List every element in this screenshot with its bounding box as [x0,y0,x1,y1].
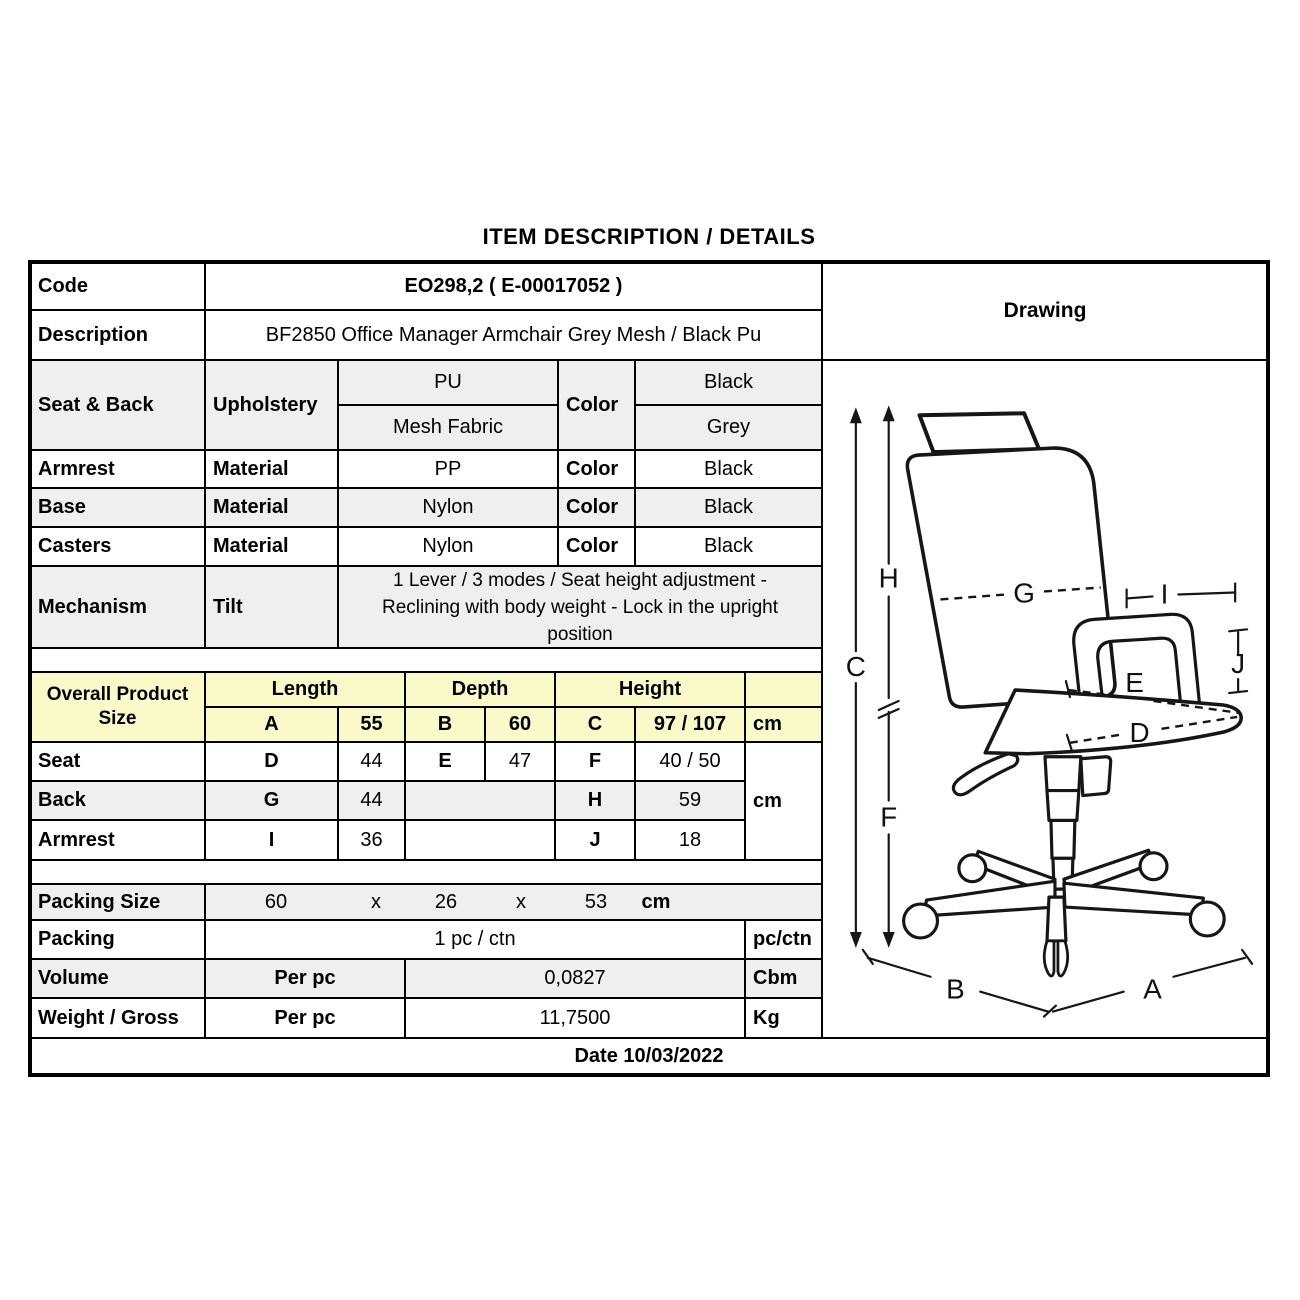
dim-j-value: 18 [635,820,745,860]
seat-back-label: Seat & Back [30,360,205,450]
dim-f-key: F [555,742,635,781]
overall-unit: cm [745,707,822,742]
packing-unit: pc/ctn [745,920,822,959]
dim-b-key: B [405,707,485,742]
packing-size-v3: 53 [584,890,608,913]
dim-label-j: J [1231,648,1246,680]
base-label: Base [30,488,205,527]
dim-a-value: 55 [338,707,405,742]
height-header: Height [555,672,745,707]
packing-size-value [205,884,822,920]
base-material: Nylon [338,488,558,527]
depth-header: Depth [405,672,555,707]
description-label: Description [30,310,205,360]
dim-c-value: 97 / 107 [635,707,745,742]
dim-label-h: H [878,562,899,594]
dim-label-a: A [1143,973,1162,1005]
base-attribute: Material [205,488,338,527]
volume-unit: Cbm [745,959,822,998]
volume-label: Volume [30,959,205,998]
dim-label-d: D [1129,716,1150,748]
description-value: BF2850 Office Manager Armchair Grey Mesh / Black Pu [205,310,822,360]
seat-dim-label: Seat [30,742,205,781]
dim-line-i [1127,584,1236,608]
page-title: ITEM DESCRIPTION / DETAILS [482,224,816,249]
dim-d-value: 44 [338,742,405,781]
casters-color: Black [635,527,822,566]
seat-back-attribute: Upholstery [205,360,338,450]
back-dim-label: Back [30,781,205,820]
seat-back-color-bottom: Grey [635,405,822,450]
dim-label-b: B [946,973,965,1005]
back-dim-blank [405,781,555,820]
dim-label-g: G [1013,577,1035,609]
armrest-color: Black [635,450,822,488]
weight-unit: Kg [745,998,822,1038]
dim-i-key: I [205,820,338,860]
length-header: Length [205,672,405,707]
armrest-label: Armrest [30,450,205,488]
spec-table [30,262,1268,1075]
drawing-panel [822,360,1268,1038]
armrest-dim-blank [405,820,555,860]
weight-value: 11,7500 [405,998,745,1038]
mechanism-label: Mechanism [30,566,205,648]
drawing-header: Drawing [822,262,1268,360]
weight-basis: Per pc [205,998,405,1038]
spacer-row [30,648,822,672]
dim-d-key: D [205,742,338,781]
dim-e-key: E [405,742,485,781]
dim-label-i: I [1160,578,1169,610]
code-value: EO298,2 ( E-00017052 ) [205,262,822,310]
dim-label-c: C [845,651,866,683]
mechanism-value: 1 Lever / 3 modes / Seat height adjustment - Reclining with body weight - Lock in the upright position [338,566,822,648]
chair-tilt-lever [953,754,1017,795]
seat-back-material-top: PU [338,360,558,405]
dim-g-key: G [205,781,338,820]
dim-i-value: 36 [338,820,405,860]
casters-attribute: Material [205,527,338,566]
packing-size-label: Packing Size [30,884,205,920]
armrest-dim-label: Armrest [30,820,205,860]
mechanism-attribute: Tilt [205,566,338,648]
casters-label: Casters [30,527,205,566]
casters-color-label: Color [558,527,635,566]
spacer-row [30,860,822,884]
unit-header-blank [745,672,822,707]
date-row: Date 10/03/2022 [30,1038,1268,1075]
armrest-material: PP [338,450,558,488]
dim-c-key: C [555,707,635,742]
casters-material: Nylon [338,527,558,566]
packing-label: Packing [30,920,205,959]
dim-j-key: J [555,820,635,860]
seat-back-color-top: Black [635,360,822,405]
dim-g-value: 44 [338,781,405,820]
dim-f-value: 40 / 50 [635,742,745,781]
packing-size-v2: 26 [434,890,458,913]
packing-size-sep1: x [371,890,381,913]
volume-basis: Per pc [205,959,405,998]
overall-size-label: Overall Product Size [30,672,205,742]
packing-size-unit: cm [641,890,671,913]
code-label: Code [30,262,205,310]
dim-b-value: 60 [485,707,555,742]
dim-e-value: 47 [485,742,555,781]
dim-a-key: A [205,707,338,742]
dims-unit-merged: cm [745,742,822,860]
weight-label: Weight / Gross [30,998,205,1038]
base-color-label: Color [558,488,635,527]
dim-h-key: H [555,781,635,820]
chair-technical-drawing [823,361,1267,1037]
packing-size-v1: 60 [264,890,288,913]
volume-value: 0,0827 [405,959,745,998]
armrest-attribute: Material [205,450,338,488]
base-color: Black [635,488,822,527]
seat-back-material-bottom: Mesh Fabric [338,405,558,450]
dim-h-value: 59 [635,781,745,820]
packing-value: 1 pc / ctn [205,920,745,959]
dim-label-f: F [880,801,898,833]
packing-size-sep2: x [516,890,526,913]
dim-label-e: E [1125,667,1144,699]
armrest-color-label: Color [558,450,635,488]
seat-back-color-label: Color [558,360,635,450]
